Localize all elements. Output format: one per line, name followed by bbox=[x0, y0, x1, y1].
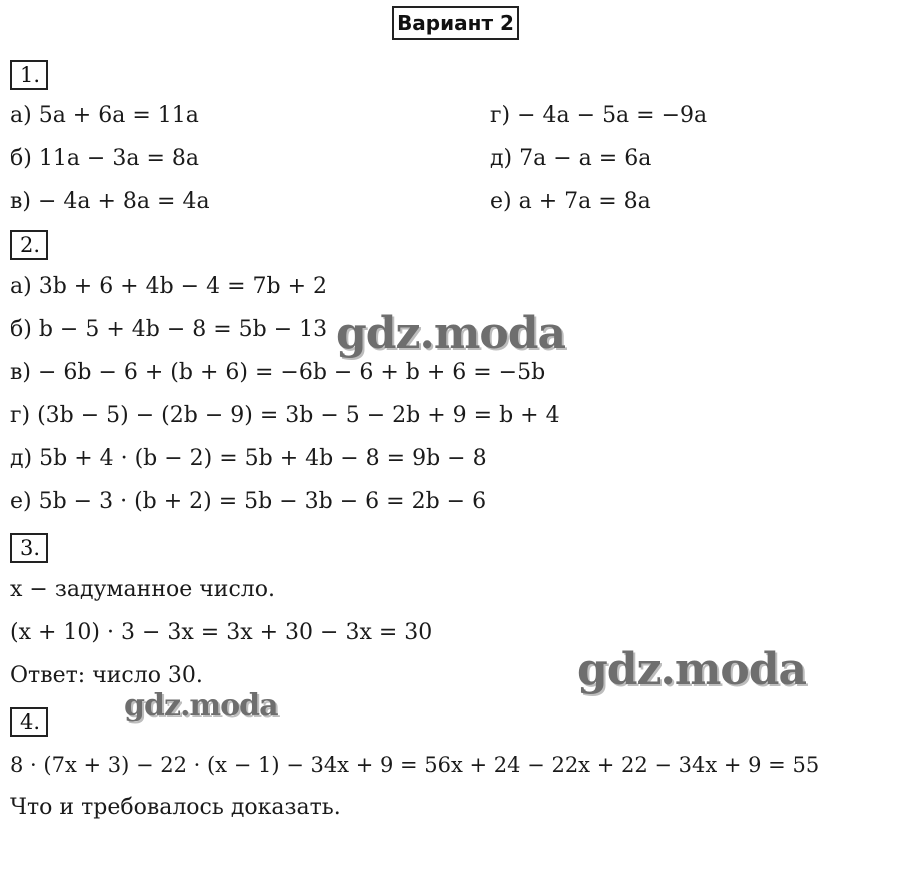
task-1-item-e: е) a + 7a = 8a bbox=[490, 189, 651, 214]
task-4-equation: 8 · (7x + 3) − 22 · (x − 1) − 34x + 9 = 56x + 24 − 22x + 22 − 34x + 9 = 55 bbox=[10, 753, 820, 777]
watermark-logo: gdz.moda bbox=[336, 308, 566, 359]
variant-title: Вариант 2 bbox=[392, 6, 519, 40]
task-3-line-2: (x + 10) · 3 − 3x = 3x + 30 − 3x = 30 bbox=[10, 620, 433, 645]
task-1-item-b: б) 11a − 3a = 8a bbox=[10, 146, 199, 171]
task-2-item-g: г) (3b − 5) − (2b − 9) = 3b − 5 − 2b + 9 = b + 4 bbox=[10, 403, 560, 428]
watermark-logo: gdz.moda bbox=[124, 688, 278, 723]
task-2-item-v: в) − 6b − 6 + (b + 6) = −6b − 6 + b + 6 = −5b bbox=[10, 360, 546, 385]
task-2-number: 2. bbox=[10, 230, 48, 260]
task-4-conclusion: Что и требовалось доказать. bbox=[10, 795, 341, 820]
task-2-item-e: е) 5b − 3 · (b + 2) = 5b − 3b − 6 = 2b − 6 bbox=[10, 489, 487, 514]
task-1-number: 1. bbox=[10, 60, 48, 90]
task-3-number: 3. bbox=[10, 533, 48, 563]
task-3-line-1: x − задуманное число. bbox=[10, 577, 275, 602]
task-2-item-a: а) 3b + 6 + 4b − 4 = 7b + 2 bbox=[10, 274, 328, 299]
watermark-logo: gdz.moda bbox=[577, 644, 807, 695]
task-3-answer: Ответ: число 30. bbox=[10, 663, 203, 688]
task-2-item-d: д) 5b + 4 · (b − 2) = 5b + 4b − 8 = 9b − 8 bbox=[10, 446, 487, 471]
task-2-item-b: б) b − 5 + 4b − 8 = 5b − 13 bbox=[10, 317, 328, 342]
task-4-number: 4. bbox=[10, 707, 48, 737]
task-1-item-v: в) − 4a + 8a = 4a bbox=[10, 189, 210, 214]
task-1-item-d: д) 7a − a = 6a bbox=[490, 146, 652, 171]
task-1-item-g: г) − 4a − 5a = −9a bbox=[490, 103, 708, 128]
task-1-item-a: а) 5a + 6a = 11a bbox=[10, 103, 199, 128]
